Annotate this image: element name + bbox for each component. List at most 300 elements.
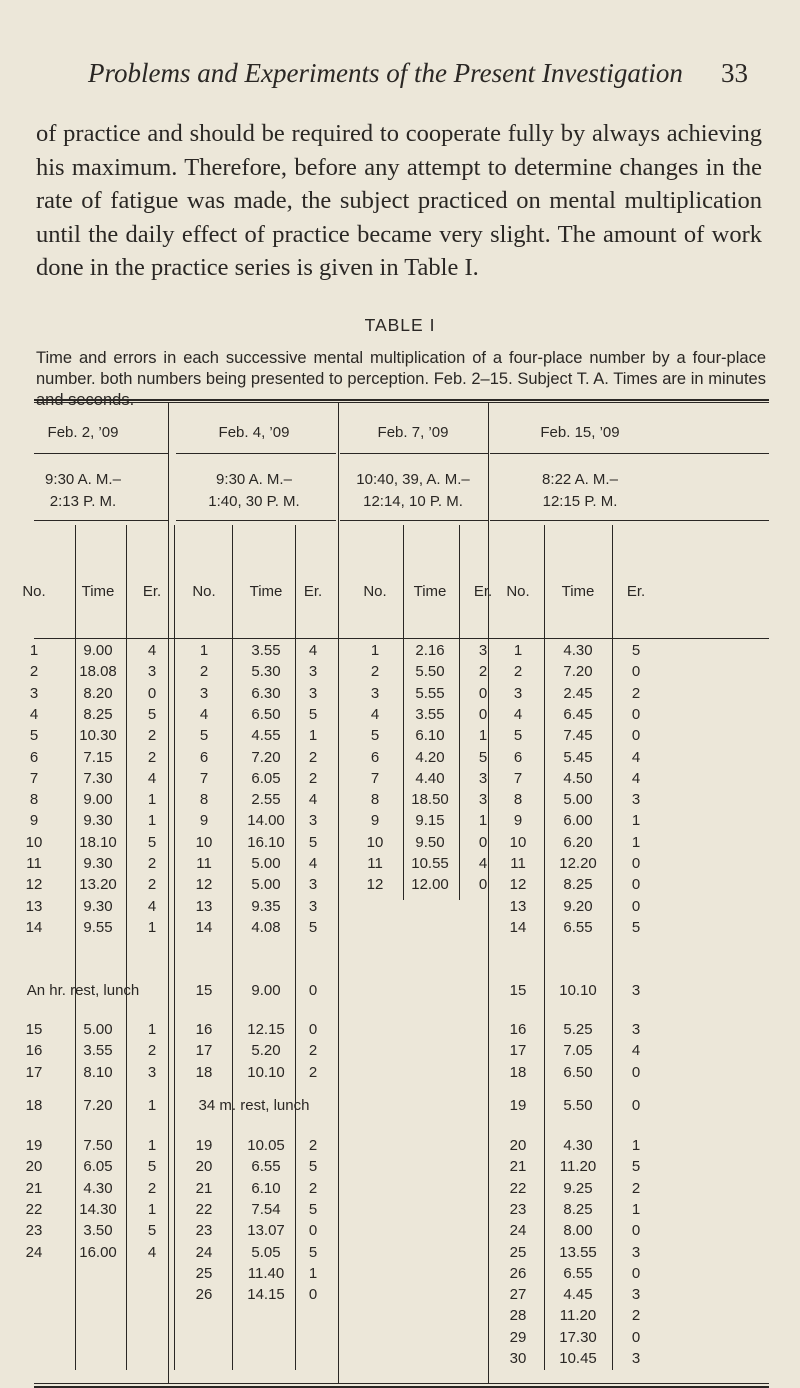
row-number: 27 [509, 1286, 527, 1304]
row-errors: 1 [147, 918, 157, 936]
row-errors: 2 [308, 1042, 318, 1060]
row-errors: 3 [631, 1243, 641, 1261]
row-errors: 0 [631, 1328, 641, 1346]
row-time: 6.55 [251, 1158, 281, 1176]
row-errors: 1 [147, 1021, 157, 1038]
row-time: 5.00 [83, 1021, 113, 1038]
row-time: 16.00 [79, 1243, 117, 1261]
row-errors: 0 [478, 876, 488, 894]
row-number: 26 [195, 1286, 213, 1304]
row-errors: 5 [631, 1158, 641, 1176]
row-number: 23 [509, 1200, 527, 1218]
row-number: 3 [199, 684, 209, 702]
row-number: 5 [513, 727, 523, 745]
row-time: 10.30 [79, 727, 117, 745]
group-2-date-rule [176, 453, 336, 454]
row-number: 13 [195, 897, 213, 915]
row-number: 16 [25, 1042, 43, 1060]
row-errors: 2 [631, 1307, 641, 1325]
row-number: 20 [25, 1158, 43, 1176]
row-time: 12.15 [247, 1021, 285, 1038]
row-time: 4.50 [563, 769, 593, 787]
row-errors: 1 [147, 791, 157, 809]
row-errors: 3 [631, 1350, 641, 1367]
row-errors: 2 [631, 1179, 641, 1197]
row-time: 13.55 [559, 1243, 597, 1261]
row-number: 25 [509, 1243, 527, 1261]
row-errors: 4 [478, 855, 488, 872]
group-4-period-rule [490, 520, 769, 521]
row-number: 7 [29, 769, 39, 787]
row-errors: 3 [478, 769, 488, 787]
row-number: 19 [195, 1137, 213, 1154]
row-errors: 0 [631, 897, 641, 915]
group-period-end: 1:40, 30 P. M. [208, 493, 300, 510]
row-number: 2 [199, 663, 209, 681]
row-time: 10.45 [559, 1350, 597, 1367]
column-divider [612, 525, 613, 1370]
row-time: 3.55 [83, 1042, 113, 1060]
row-time: 9.30 [83, 855, 113, 872]
row-time: 17.30 [559, 1328, 597, 1346]
row-time: 7.50 [83, 1137, 113, 1154]
row-number: 8 [29, 791, 39, 809]
row-time: 6.10 [251, 1179, 281, 1197]
row-time: 5.20 [251, 1042, 281, 1060]
row-errors: 2 [478, 663, 488, 681]
row-time: 4.30 [563, 1137, 593, 1154]
row-errors: 3 [308, 684, 318, 702]
row-errors: 2 [308, 1137, 318, 1154]
row-time: 6.55 [563, 918, 593, 936]
table-title: TABLE I [364, 315, 436, 335]
row-number: 24 [25, 1243, 43, 1261]
row-number: 1 [199, 642, 209, 659]
row-errors: 0 [478, 684, 488, 702]
row-number: 19 [509, 1097, 527, 1114]
row-errors: 5 [631, 642, 641, 659]
group-divider [488, 403, 489, 1383]
column-header-no: No. [506, 583, 530, 600]
row-errors: 0 [478, 833, 488, 851]
row-number: 22 [195, 1200, 213, 1218]
row-time: 2.16 [415, 642, 445, 659]
row-time: 6.00 [563, 812, 593, 830]
row-time: 7.45 [563, 727, 593, 745]
row-time: 5.25 [563, 1021, 593, 1038]
row-errors: 0 [631, 876, 641, 894]
column-header-errors: Er. [626, 583, 646, 600]
row-number: 14 [25, 918, 43, 936]
row-errors: 2 [147, 855, 157, 872]
row-number: 30 [509, 1350, 527, 1367]
row-number: 23 [25, 1222, 43, 1240]
row-number: 19 [25, 1137, 43, 1154]
row-time: 14.30 [79, 1200, 117, 1218]
row-time: 11.20 [559, 1158, 597, 1176]
row-errors: 4 [308, 791, 318, 809]
row-errors: 0 [478, 705, 488, 723]
group-period-start: 8:22 A. M.– [542, 471, 618, 488]
row-errors: 0 [631, 1222, 641, 1240]
row-errors: 5 [308, 1200, 318, 1218]
row-errors: 5 [147, 1158, 157, 1176]
row-number: 10 [366, 833, 384, 851]
column-header-time: Time [413, 583, 447, 600]
row-time: 7.30 [83, 769, 113, 787]
row-time: 4.30 [83, 1179, 113, 1197]
row-time: 3.55 [251, 642, 281, 659]
row-number: 15 [25, 1021, 43, 1038]
row-errors: 0 [308, 1021, 318, 1038]
row-time: 9.20 [563, 897, 593, 915]
row-number: 9 [199, 812, 209, 830]
row-time: 2.45 [563, 684, 593, 702]
row-time: 9.00 [83, 642, 113, 659]
row-number: 14 [195, 918, 213, 936]
row-number: 2 [513, 663, 523, 681]
row-number: 22 [25, 1200, 43, 1218]
column-divider [174, 525, 175, 1370]
row-time: 9.00 [83, 791, 113, 809]
row-errors: 3 [308, 663, 318, 681]
row-errors: 4 [147, 642, 157, 659]
row-errors: 0 [308, 982, 318, 999]
row-errors: 1 [631, 833, 641, 851]
rest-note: 34 m. rest, lunch [198, 1097, 310, 1114]
row-errors: 2 [631, 684, 641, 702]
row-errors: 4 [631, 748, 641, 766]
column-header-time: Time [561, 583, 595, 600]
row-number: 11 [510, 855, 526, 872]
row-errors: 4 [631, 769, 641, 787]
row-time: 6.50 [563, 1063, 593, 1081]
row-time: 7.20 [563, 663, 593, 681]
row-errors: 1 [147, 1200, 157, 1218]
row-number: 5 [29, 727, 39, 745]
row-number: 4 [29, 705, 39, 723]
row-errors: 1 [631, 1137, 641, 1154]
row-number: 8 [513, 791, 523, 809]
group-3-period-rule [340, 520, 488, 521]
table-top-rule-thin [34, 402, 769, 403]
row-time: 7.20 [251, 748, 281, 766]
group-date: Feb. 15, ’09 [540, 424, 620, 441]
row-time: 7.20 [83, 1097, 113, 1114]
row-number: 12 [25, 876, 43, 894]
running-head-title: Problems and Experiments of the Present Investigation [88, 58, 683, 88]
row-errors: 4 [308, 642, 318, 659]
column-header-no: No. [22, 583, 46, 600]
row-errors: 1 [147, 1137, 157, 1154]
row-number: 10 [509, 833, 527, 851]
row-errors: 3 [478, 642, 488, 659]
row-time: 18.08 [79, 663, 117, 681]
row-time: 6.45 [563, 705, 593, 723]
row-time: 5.30 [251, 663, 281, 681]
row-time: 5.50 [415, 663, 445, 681]
row-number: 10 [195, 833, 213, 851]
row-time: 4.08 [251, 918, 281, 936]
row-errors: 1 [147, 1097, 157, 1114]
row-time: 10.10 [247, 1063, 285, 1081]
row-number: 16 [195, 1021, 213, 1038]
row-errors: 4 [308, 855, 318, 872]
row-number: 17 [25, 1063, 43, 1081]
row-time: 8.25 [83, 705, 113, 723]
row-errors: 0 [631, 663, 641, 681]
row-time: 6.10 [415, 727, 445, 745]
row-errors: 0 [631, 727, 641, 745]
row-time: 5.05 [251, 1243, 281, 1261]
row-number: 17 [195, 1042, 213, 1060]
row-time: 4.45 [563, 1286, 593, 1304]
row-errors: 5 [147, 1222, 157, 1240]
row-errors: 1 [478, 727, 488, 745]
row-time: 2.55 [251, 791, 281, 809]
row-number: 6 [199, 748, 209, 766]
row-time: 9.15 [415, 812, 445, 830]
row-errors: 3 [631, 791, 641, 809]
column-header-no: No. [363, 583, 387, 600]
row-errors: 0 [631, 705, 641, 723]
row-number: 4 [513, 705, 523, 723]
row-number: 1 [370, 642, 380, 659]
row-errors: 3 [631, 1286, 641, 1304]
row-time: 9.35 [251, 897, 281, 915]
row-number: 10 [25, 833, 43, 851]
row-number: 5 [370, 727, 380, 745]
row-number: 9 [513, 812, 523, 830]
row-time: 4.55 [251, 727, 281, 745]
row-errors: 4 [147, 769, 157, 787]
row-time: 5.00 [251, 876, 281, 894]
row-errors: 5 [147, 833, 157, 851]
body-paragraph: of practice and should be required to cooperate fully by always achieving his maximum. Therefore, before any attempt to determine changes in the rate of fatigue was made, the subject practiced on mental multiplication until the daily effect of practice became very slight. The amount of work done in the practice series is given in Table I. [36, 120, 762, 281]
column-divider [232, 525, 233, 1370]
row-number: 3 [29, 684, 39, 702]
row-number: 1 [513, 642, 523, 659]
row-time: 10.10 [559, 982, 597, 999]
header-bottom-rule [34, 638, 769, 639]
row-time: 13.20 [79, 876, 117, 894]
row-number: 8 [199, 791, 209, 809]
group-period-start: 10:40, 39, A. M.– [356, 471, 470, 488]
row-errors: 0 [308, 1222, 318, 1240]
column-header-no: No. [192, 583, 216, 600]
row-number: 11 [196, 855, 212, 872]
row-errors: 0 [147, 684, 157, 702]
row-time: 8.00 [563, 1222, 593, 1240]
row-time: 6.30 [251, 684, 281, 702]
row-number: 15 [509, 982, 527, 999]
row-errors: 3 [631, 1021, 641, 1038]
row-errors: 1 [147, 812, 157, 830]
column-divider [459, 525, 460, 900]
group-period-end: 2:13 P. M. [49, 493, 117, 510]
row-time: 8.20 [83, 684, 113, 702]
group-period-start: 9:30 A. M.– [45, 471, 121, 488]
row-number: 13 [509, 897, 527, 915]
row-time: 9.30 [83, 812, 113, 830]
row-number: 6 [513, 748, 523, 766]
row-time: 12.00 [411, 876, 449, 894]
row-time: 4.20 [415, 748, 445, 766]
row-time: 6.50 [251, 705, 281, 723]
row-errors: 5 [478, 748, 488, 766]
row-time: 8.10 [83, 1063, 113, 1081]
row-errors: 2 [147, 1179, 157, 1197]
row-time: 4.40 [415, 769, 445, 787]
row-errors: 2 [147, 876, 157, 894]
row-time: 7.05 [563, 1042, 593, 1060]
row-time: 6.20 [563, 833, 593, 851]
row-time: 10.05 [247, 1137, 285, 1154]
row-errors: 1 [308, 727, 318, 745]
group-date: Feb. 2, ’09 [47, 424, 119, 441]
row-time: 18.10 [79, 833, 117, 851]
row-errors: 5 [147, 705, 157, 723]
row-number: 21 [195, 1179, 213, 1197]
group-date: Feb. 7, ’09 [377, 424, 449, 441]
row-number: 9 [29, 812, 39, 830]
row-time: 11.40 [247, 1264, 285, 1282]
row-time: 7.54 [251, 1200, 281, 1218]
row-errors: 3 [478, 791, 488, 809]
row-errors: 2 [308, 1063, 318, 1081]
table-caption: Time and errors in each successive mental multiplication of a four-place number by a four-place number. both numbers being presented to perception. Feb. 2–15. Subject T. A. Times are in minutes [36, 349, 766, 388]
group-1-period-rule [34, 520, 169, 521]
rest-note: An hr. rest, lunch [26, 982, 140, 999]
row-errors: 5 [308, 1158, 318, 1176]
row-number: 12 [366, 876, 384, 894]
group-4-date-rule [490, 453, 769, 454]
column-header-time: Time [81, 583, 115, 600]
row-errors: 2 [308, 748, 318, 766]
row-errors: 5 [308, 918, 318, 936]
row-number: 21 [25, 1179, 43, 1197]
row-number: 18 [195, 1063, 213, 1081]
row-time: 11.20 [559, 1307, 597, 1325]
group-period-start: 9:30 A. M.– [216, 471, 292, 488]
page-number: 33 [721, 58, 748, 88]
column-divider [75, 525, 76, 1370]
row-errors: 0 [308, 1286, 318, 1304]
row-number: 6 [29, 748, 39, 766]
row-number: 14 [509, 918, 527, 936]
row-time: 4.30 [563, 642, 593, 659]
group-period-end: 12:15 P. M. [542, 493, 618, 510]
row-errors: 3 [147, 663, 157, 681]
row-time: 9.30 [83, 897, 113, 915]
row-time: 3.55 [415, 705, 445, 723]
row-number: 7 [513, 769, 523, 787]
row-number: 9 [370, 812, 380, 830]
row-time: 3.50 [83, 1222, 113, 1240]
row-errors: 3 [308, 897, 318, 915]
row-errors: 3 [631, 982, 641, 999]
row-time: 16.10 [247, 833, 285, 851]
row-number: 24 [509, 1222, 527, 1240]
row-number: 4 [199, 705, 209, 723]
row-time: 12.20 [559, 855, 597, 872]
row-number: 11 [26, 855, 42, 872]
group-period-end: 12:14, 10 P. M. [363, 493, 463, 510]
column-header-time: Time [249, 583, 283, 600]
row-number: 16 [509, 1021, 527, 1038]
group-3-date-rule [340, 453, 488, 454]
row-time: 9.50 [415, 833, 445, 851]
row-errors: 2 [147, 1042, 157, 1060]
row-number: 3 [513, 684, 523, 702]
row-time: 14.00 [247, 812, 285, 830]
row-time: 18.50 [411, 791, 449, 809]
row-number: 7 [199, 769, 209, 787]
row-number: 8 [370, 791, 380, 809]
row-time: 13.07 [247, 1222, 285, 1240]
row-errors: 1 [478, 812, 488, 830]
column-header-errors: Er. [303, 583, 323, 600]
table-top-rule [34, 399, 769, 401]
row-time: 6.05 [251, 769, 281, 787]
row-errors: 0 [631, 1264, 641, 1282]
row-errors: 1 [308, 1264, 318, 1282]
row-number: 20 [509, 1137, 527, 1154]
row-time: 9.00 [251, 982, 281, 999]
row-time: 5.45 [563, 748, 593, 766]
row-number: 23 [195, 1222, 213, 1240]
column-header-errors: Er. [473, 583, 493, 600]
row-errors: 5 [308, 1243, 318, 1261]
row-errors: 2 [147, 727, 157, 745]
row-number: 29 [509, 1328, 527, 1346]
column-header-errors: Er. [142, 583, 162, 600]
row-time: 5.50 [563, 1097, 593, 1114]
row-errors: 1 [631, 1200, 641, 1218]
row-errors: 2 [308, 1179, 318, 1197]
row-errors: 0 [631, 1063, 641, 1081]
row-number: 11 [367, 855, 383, 872]
row-number: 21 [509, 1158, 527, 1176]
row-number: 15 [195, 982, 213, 999]
group-divider [338, 403, 339, 1383]
row-number: 4 [370, 705, 380, 723]
row-errors: 3 [308, 812, 318, 830]
row-errors: 1 [631, 812, 641, 830]
row-errors: 3 [308, 876, 318, 894]
row-time: 14.15 [247, 1286, 285, 1304]
row-time: 10.55 [411, 855, 449, 872]
row-errors: 5 [308, 705, 318, 723]
row-number: 12 [195, 876, 213, 894]
row-time: 6.55 [563, 1264, 593, 1282]
row-number: 18 [509, 1063, 527, 1081]
row-number: 7 [370, 769, 380, 787]
row-number: 13 [25, 897, 43, 915]
row-errors: 4 [147, 1243, 157, 1261]
row-number: 1 [29, 642, 39, 659]
row-number: 3 [370, 684, 380, 702]
row-time: 9.55 [83, 918, 113, 936]
column-divider [126, 525, 127, 1370]
row-time: 8.25 [563, 876, 593, 894]
row-errors: 4 [631, 1042, 641, 1060]
row-number: 18 [25, 1097, 43, 1114]
row-number: 2 [29, 663, 39, 681]
row-time: 5.00 [251, 855, 281, 872]
column-divider [403, 525, 404, 900]
row-errors: 0 [631, 1097, 641, 1114]
